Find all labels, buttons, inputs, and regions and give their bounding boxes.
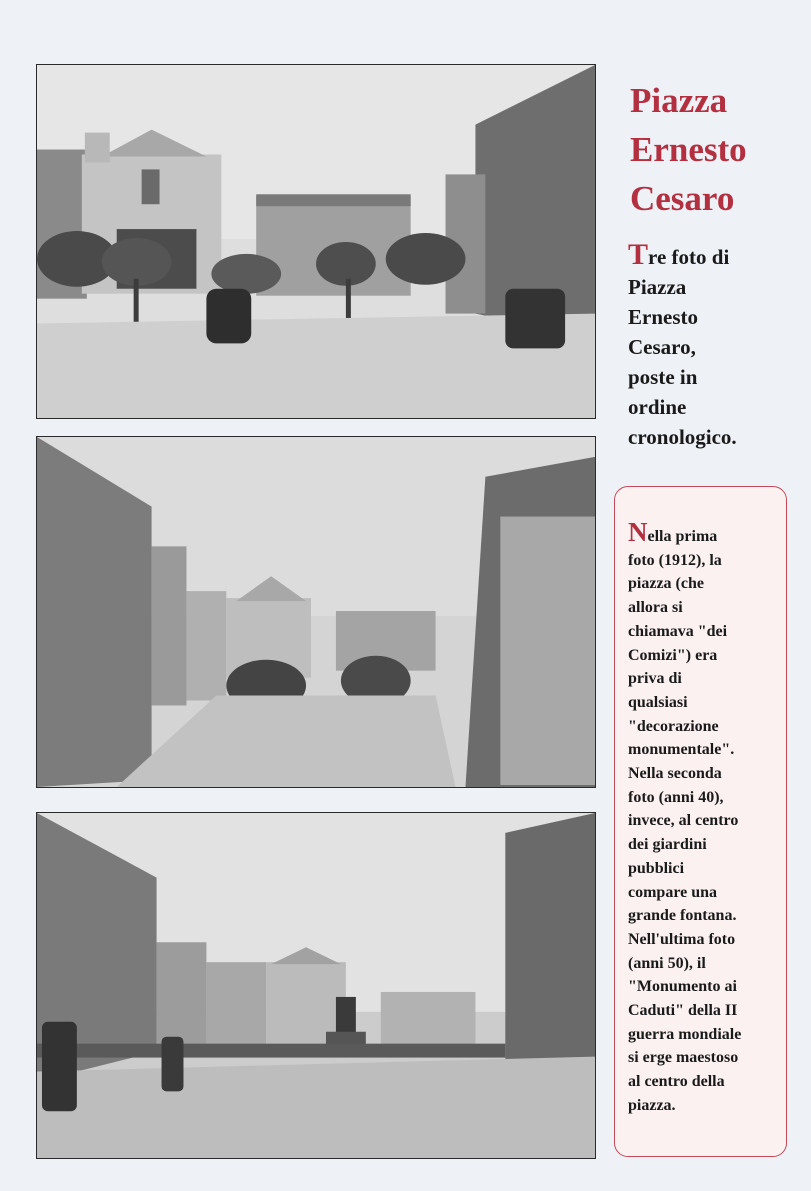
description-line: Caduti" della II	[628, 1002, 738, 1020]
description-line: Nell'ultima foto	[628, 930, 736, 948]
description-line: al centro della	[628, 1073, 725, 1091]
intro-line: Ernesto	[628, 305, 698, 329]
description-line: priva di	[628, 670, 682, 688]
intro-line: re foto di	[648, 245, 730, 269]
description-line: invece, al centro	[628, 812, 739, 830]
intro-line: Cesaro,	[628, 335, 696, 359]
description-dropcap: N	[628, 517, 648, 547]
description-line: "decorazione	[628, 717, 719, 735]
description-line: (anni 50), il	[628, 954, 706, 972]
photo-1912	[36, 64, 596, 419]
description-text	[628, 517, 788, 1118]
description-line: foto (1912), la	[628, 551, 722, 569]
description-line: dei giardini	[628, 836, 707, 854]
description-line: allora si	[628, 599, 683, 617]
description-line: guerra mondiale	[628, 1025, 742, 1043]
description-line: "Monumento ai	[628, 978, 737, 996]
description-line: piazza.	[628, 1096, 676, 1114]
description-line: si erge maestoso	[628, 1049, 739, 1067]
description-line: piazza (che	[628, 575, 704, 593]
title-line: Piazza	[630, 81, 728, 120]
description-line: Nella seconda	[628, 765, 722, 783]
description-line: qualsiasi	[628, 693, 688, 711]
intro-line: cronologico.	[628, 425, 737, 449]
photo-anni-40	[36, 436, 596, 788]
title-line: Ernesto	[630, 130, 747, 169]
description-line: ella prima	[647, 528, 718, 545]
description-line: monumentale".	[628, 741, 735, 759]
intro-line: ordine	[628, 395, 687, 419]
intro-line: poste in	[628, 365, 698, 389]
intro-text	[628, 240, 808, 452]
description-line: pubblici	[628, 859, 685, 877]
page-title	[630, 76, 805, 223]
title-line: Cesaro	[630, 179, 735, 218]
description-line: foto (anni 40),	[628, 788, 724, 806]
intro-line: Piazza	[628, 275, 687, 299]
photo-anni-50	[36, 812, 596, 1159]
description-line: chiamava "dei	[628, 622, 728, 640]
description-line: grande fontana.	[628, 907, 737, 925]
description-line: compare una	[628, 883, 718, 901]
intro-dropcap: T	[628, 238, 649, 271]
description-line: Comizi") era	[628, 646, 718, 664]
